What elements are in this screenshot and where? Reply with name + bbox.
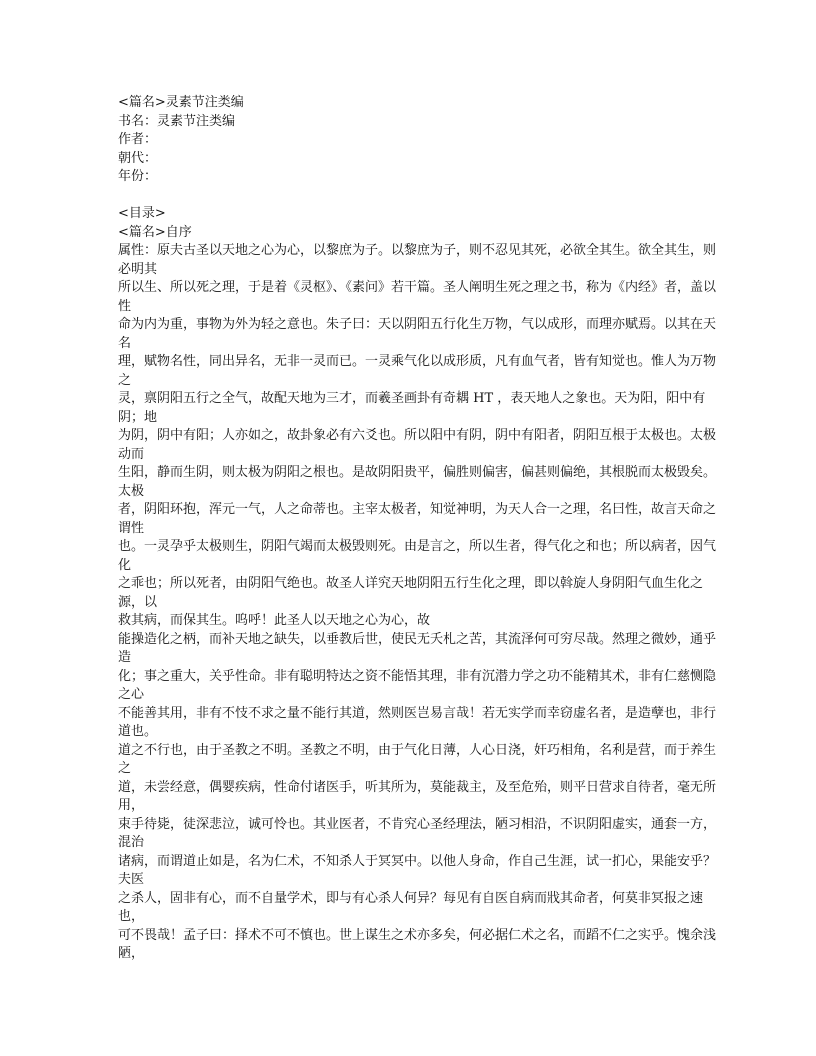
author-line: 作者： bbox=[118, 132, 158, 147]
body-line: 生阳，静而生阴，则太极为阴阳之根也。是故阴阳贵平，偏胜则偏害，偏甚则偏绝，其根脱而太极毁矣。太极 bbox=[118, 465, 717, 499]
body-line: 命为内为重，事物为外为轻之意也。朱子曰：天以阴阳五行化生万物，气以成形，而理亦赋焉。以其在天名 bbox=[118, 317, 717, 351]
body-line: 者，阴阳环抱，浑元一气，人之命蒂也。主宰太极者，知觉神明，为天人合一之理，名曰性，故言天命之谓性 bbox=[118, 502, 717, 536]
body-line: 之乖也；所以死者，由阴阳气绝也。故圣人详究天地阴阳五行生化之理，即以斡旋人身阴阳气血生化之源，以 bbox=[118, 576, 704, 610]
spacer bbox=[118, 187, 718, 206]
body-line: 灵，禀阴阳五行之全气，故配天地为三才，而羲圣画卦有奇耦 HT ，表天地人之象也。天为阳，阳中有阴；地 bbox=[118, 391, 706, 425]
body-line: 也。一灵孕乎太极则生，阴阳气竭而太极毁则死。由是言之，所以生者，得气化之和也；所以病者，因气化 bbox=[118, 539, 717, 573]
book-line: 书名：灵素节注类编 bbox=[118, 113, 236, 129]
body-line: 不能善其用，非有不忮不求之量不能行其道，然则医岂易言哉！若无实学而幸窃虚名者，是造孽也，非行道也。 bbox=[118, 705, 717, 739]
body-line: 救其病，而保其生。呜呼！此圣人以天地之心为心，故 bbox=[118, 613, 431, 628]
body-line: 理，赋物名性，同出异名，无非一灵而已。一灵乘气化以成形质，凡有血气者，皆有知觉也。惟人为万物之 bbox=[118, 354, 717, 388]
body-line: 所以生、所以死之理，于是着《灵枢》、《素问》若干篇。圣人阐明生死之理之书，称为《内经》者，盖以性 bbox=[118, 280, 717, 314]
section-title: <篇名>自序 bbox=[118, 224, 192, 240]
body-line: 能操造化之柄，而补天地之缺失，以垂教后世，使民无夭札之苦，其流泽何可穷尽哉。然理之微妙，通乎造 bbox=[118, 631, 717, 665]
title-line: <篇名>灵素节注类编 bbox=[118, 95, 244, 110]
body-line: 为阴，阴中有阳；人亦如之，故卦象必有六爻也。所以阳中有阴，阴中有阳者，阴阳互根于太极也。太极动而 bbox=[118, 428, 717, 462]
body-line: 道之不行也，由于圣教之不明。圣教之不明，由于气化日薄，人心日浇，奸巧相角，名利是营，而于养生之 bbox=[118, 742, 717, 776]
body-line: 道，未尝经意，偶婴疾病，性命付诸医手，听其所为，莫能裁主，及至危殆，则平日营求自待者，毫无所用， bbox=[118, 779, 717, 813]
body-line: 化；事之重大，关乎性命。非有聪明特达之资不能悟其理，非有沉潜力学之功不能精其术，非有仁慈恻隐之心 bbox=[118, 668, 717, 702]
body-line: 诸病，而谓道止如是，名为仁术，不知杀人于冥冥中。以他人身命，作自己生涯，试一扪心，果能安乎？夫医 bbox=[118, 853, 717, 887]
body-line: 属性：原夫古圣以天地之心为心，以黎庶为子。以黎庶为子，则不忍见其死，必欲全其生。欲全其生，则必明其 bbox=[118, 243, 717, 277]
dynasty-line: 朝代： bbox=[118, 150, 158, 166]
body-line: 之杀人，固非有心，而不自量学术，即与有心杀人何异？每见有自医自病而戕其命者，何莫非冥报之速也， bbox=[118, 890, 704, 924]
body-line: 束手待毙，徒深悲泣，诚可怜也。其业医者，不肯究心圣经理法，陋习相沿，不识阴阳虚实，通套一方，混治 bbox=[118, 816, 717, 850]
toc-label: <目录> bbox=[118, 206, 166, 221]
document-text bbox=[118, 94, 718, 964]
year-line: 年份： bbox=[118, 169, 158, 184]
body-line: 可不畏哉！孟子曰：择术不可不慎也。世上谋生之术亦多矣，何必据仁术之名，而蹈不仁之实乎。愧余浅陋， bbox=[118, 927, 717, 961]
